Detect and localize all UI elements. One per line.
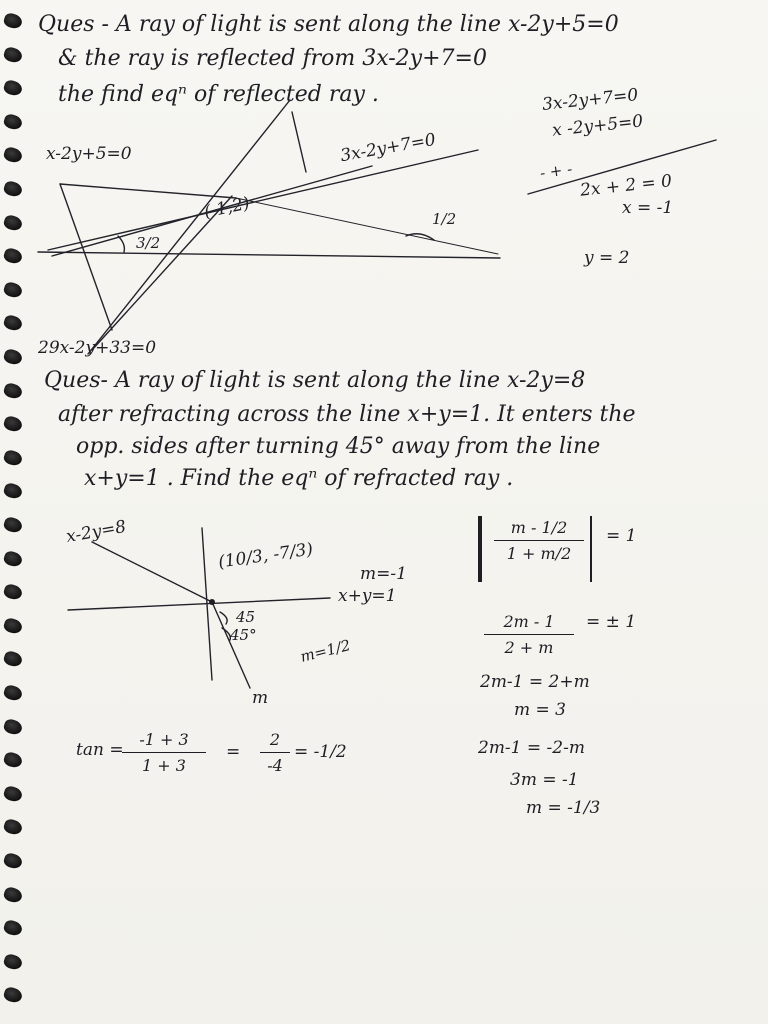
q1-normal — [292, 112, 306, 172]
q2-label-refracting-line: x+y=1 — [338, 586, 397, 606]
q1-work-rule — [528, 140, 716, 194]
q1-reflected-ray-1 — [88, 100, 290, 354]
q1-triangle-top — [60, 184, 236, 198]
q2-case2-line3: m = -1/3 — [526, 798, 601, 818]
q1-work-x: x = -1 — [622, 198, 674, 218]
q2-tan-equals: = — [226, 742, 241, 762]
q1-reflected-ray-2 — [92, 196, 232, 350]
q2-label-intersection-point: (10/3, -7/3) — [217, 539, 315, 573]
q2-abs-denominator: 1 + m/2 — [506, 544, 572, 563]
q1-label-slope-left: 3/2 — [136, 234, 161, 252]
q1-triangle-right — [236, 198, 498, 254]
q2-line-1: Ques- A ray of light is sent along the line x-2y=8 — [44, 368, 586, 393]
q1-angle-arc-left — [118, 236, 124, 252]
q2-case1-line2: m = 3 — [514, 700, 566, 720]
q2-tan-label: tan = — [76, 740, 124, 760]
q2-abs-equals: = 1 — [606, 526, 637, 546]
q2-label-slope-half: m=1/2 — [298, 636, 353, 666]
q2-case1-line1: 2m-1 = 2+m — [480, 672, 590, 692]
q1-label-slope-right: 1/2 — [432, 210, 457, 228]
q2-intersection-dot — [209, 599, 215, 605]
q1-work-eq1: 3x-2y+7=0 — [541, 85, 640, 115]
q2-label-slope-m1: m=-1 — [360, 564, 407, 584]
q2-refracted-ray — [212, 602, 250, 688]
q1-work-y: y = 2 — [584, 248, 630, 268]
q1-triangle-left — [60, 184, 112, 330]
q2-fraction-2-equals: = ± 1 — [586, 612, 637, 632]
q2-horizontal-line — [68, 598, 330, 610]
q1-incident-ray — [52, 166, 372, 256]
q1-label-mirror-line: 3x-2y+7=0 — [338, 129, 438, 167]
q2-tan-numerator-2: 2 — [269, 730, 281, 749]
q2-label-incident-line: x-2y=8 — [64, 516, 128, 548]
q2-label-angle-1: 45 — [236, 608, 256, 626]
q1-work-eq2: x -2y+5=0 — [551, 111, 645, 141]
q1-result-equation: 29x-2y+33=0 — [38, 338, 157, 358]
q2-tan-denominator-2: -4 — [267, 756, 283, 775]
q2-line-2: after refracting across the line x+y=1. It enters the — [58, 402, 636, 427]
q2-incident-ray — [92, 542, 212, 602]
q2-line-4: x+y=1 . Find the eqⁿ of refracted ray . — [84, 466, 514, 491]
q1-work-signs: - + - — [538, 159, 574, 183]
q1-label-intersection-point: (-1,2) — [202, 193, 252, 223]
q1-line-2: & the ray is reflected from 3x-2y+7=0 — [58, 46, 487, 71]
q2-tan-result: = -1/2 — [294, 742, 347, 762]
q1-line-3: the find eqⁿ of reflected ray . — [58, 82, 379, 107]
q1-line-1: Ques - A ray of light is sent along the line x-2y+5=0 — [38, 12, 619, 37]
q2-tan-denominator-1: 1 + 3 — [142, 756, 186, 775]
q1-label-incident-line: x-2y+5=0 — [46, 144, 132, 164]
q2-abs-numerator: m - 1/2 — [510, 518, 568, 537]
q1-horizontal-axis — [38, 252, 500, 258]
q2-fraction-2-denominator: 2 + m — [504, 638, 554, 657]
q1-work-sum: 2x + 2 = 0 — [579, 171, 673, 201]
q1-mirror-line — [48, 150, 478, 250]
q2-tan-numerator-1: -1 + 3 — [139, 730, 189, 749]
q2-line-3: opp. sides after turning 45° away from the line — [76, 434, 601, 459]
q2-label-m: m — [252, 688, 269, 708]
q2-case2-line2: 3m = -1 — [510, 770, 579, 790]
q2-case2-line1: 2m-1 = -2-m — [478, 738, 585, 758]
q2-fraction-2-numerator: 2m - 1 — [503, 612, 555, 631]
q2-label-angle-2: 45° — [230, 626, 257, 644]
